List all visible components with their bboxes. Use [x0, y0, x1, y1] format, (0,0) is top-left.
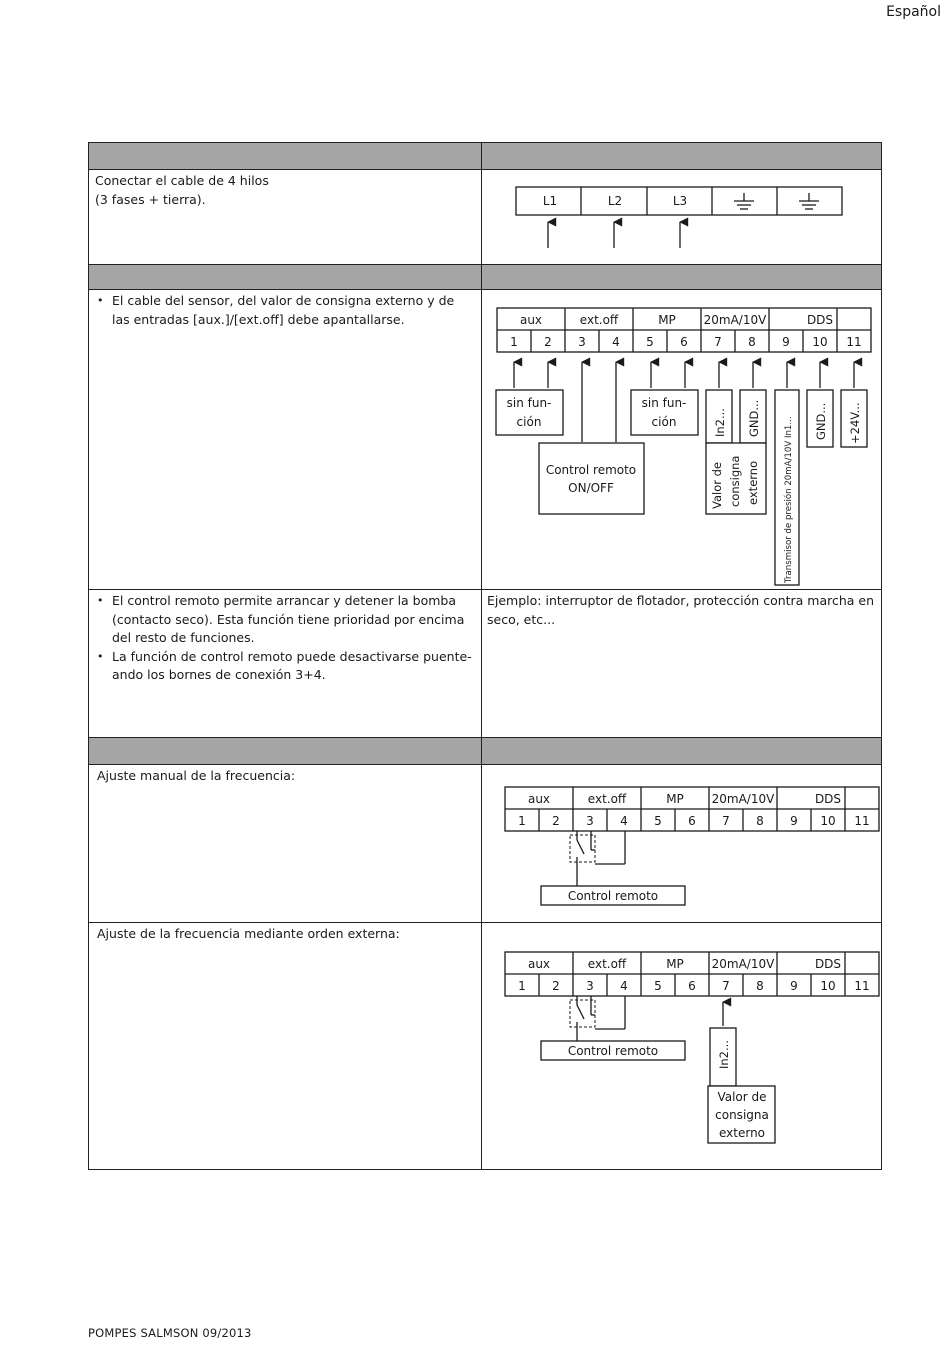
- terminal-number-label: 1: [518, 814, 526, 828]
- terminal-l2-label: L2: [607, 194, 623, 208]
- valor-consigna-label: Valor de: [710, 461, 724, 509]
- terminal-group-label: ext.off: [587, 957, 627, 971]
- control-remoto-label: ON/OFF: [568, 481, 614, 495]
- manual-terminal-diagram: [497, 783, 877, 903]
- terminal-l1-label: L1: [542, 194, 558, 208]
- connection-table: [88, 142, 882, 1170]
- valor-consigna-label: Valor de: [717, 1090, 767, 1104]
- external-description: Ajuste de la frecuencia mediante orden externa:: [97, 926, 400, 941]
- terminal-group-label: DDS: [814, 957, 842, 971]
- manual-description: Ajuste manual de la frecuencia:: [97, 768, 296, 783]
- valor-consigna-label: externo: [746, 460, 760, 505]
- terminal-block: [505, 787, 879, 831]
- table-header-row: [89, 143, 881, 170]
- remote-bullet-1: • El control remoto permite arrancar y detener la bomba (contacto seco). Esta función tiene prioridad por encima del resto de funciones.: [95, 592, 473, 648]
- terminal-number-label: 11: [846, 335, 862, 349]
- terminal-l3-label: L3: [672, 194, 688, 208]
- control-remoto-label: Control remoto: [567, 1044, 659, 1058]
- control-description: [95, 292, 473, 329]
- control-bullet: • El cable del sensor, del valor de consigna externo y de las entradas [aux.]/[ext.off] debe apantallarse.: [95, 292, 473, 329]
- control-terminal-diagram: [489, 304, 869, 589]
- terminal-group-label: MP: [658, 313, 676, 327]
- terminal-group-label: ext.off: [587, 792, 627, 806]
- sin-funcion-label: sin fun-: [506, 396, 552, 410]
- control-remoto-label: Control remoto: [567, 889, 659, 903]
- terminal-number-label: 11: [854, 979, 870, 993]
- power-text-line2: (3 fases + tierra).: [95, 191, 206, 207]
- terminal-number-label: 5: [654, 979, 662, 993]
- in2-label: In2...: [713, 408, 727, 437]
- control-remoto-label: Control remoto: [545, 463, 637, 477]
- valor-consigna-label: externo: [718, 1126, 766, 1140]
- terminal-block: [497, 308, 871, 352]
- terminal-number-label: 4: [620, 814, 628, 828]
- terminal-group-label: DDS: [814, 792, 842, 806]
- remote-example: Ejemplo: interruptor de flotador, protección contra marcha en seco, etc...: [487, 593, 875, 627]
- terminal-group-label: ext.off: [579, 313, 619, 327]
- power-terminal-diagram: [509, 184, 849, 254]
- terminal-group-label: DDS: [806, 313, 834, 327]
- power-text-line1: Conectar el cable de 4 hilos: [95, 173, 269, 188]
- terminal-group-label: 20mA/10V: [703, 313, 767, 327]
- footer-text: POMPES SALMSON 09/2013: [88, 1326, 252, 1340]
- terminal-number-label: 9: [790, 979, 798, 993]
- 24v-label: +24V...: [848, 402, 862, 444]
- terminal-number-label: 11: [854, 814, 870, 828]
- sin-funcion-label: ción: [516, 415, 542, 429]
- terminal-number-label: 4: [612, 335, 620, 349]
- terminal-number-label: 9: [782, 335, 790, 349]
- terminal-number-label: 3: [586, 979, 594, 993]
- terminal-number-label: 5: [646, 335, 654, 349]
- terminal-number-label: 9: [790, 814, 798, 828]
- terminal-number-label: 3: [578, 335, 586, 349]
- terminal-number-label: 3: [586, 814, 594, 828]
- valor-consigna-label: consigna: [715, 1108, 769, 1122]
- external-terminal-diagram: [497, 948, 877, 1168]
- table-row-manual: [89, 765, 881, 923]
- terminal-number-label: 2: [552, 979, 560, 993]
- terminal-group-label: aux: [527, 957, 551, 971]
- sin-funcion-label: sin fun-: [641, 396, 687, 410]
- terminal-number-label: 1: [510, 335, 518, 349]
- terminal-number-label: 2: [552, 814, 560, 828]
- terminal-number-label: 7: [722, 814, 730, 828]
- terminal-number-label: 6: [688, 979, 696, 993]
- terminal-group-label: 20mA/10V: [711, 957, 775, 971]
- terminal-number-label: 8: [756, 814, 764, 828]
- terminal-number-label: 6: [688, 814, 696, 828]
- terminal-block: [505, 952, 879, 996]
- terminal-group-label: aux: [519, 313, 543, 327]
- terminal-number-label: 2: [544, 335, 552, 349]
- remote-bullet-2: • La función de control remoto puede desactivarse puente-ando los bornes de conexión 3+4.: [95, 648, 473, 685]
- terminal-number-label: 1: [518, 979, 526, 993]
- terminal-number-label: 4: [620, 979, 628, 993]
- sin-funcion-label: ción: [651, 415, 677, 429]
- terminal-number-label: 8: [756, 979, 764, 993]
- terminal-number-label: 5: [654, 814, 662, 828]
- terminal-group-label: MP: [666, 957, 684, 971]
- terminal-group-label: 20mA/10V: [711, 792, 775, 806]
- table-row-control: [89, 290, 881, 590]
- table-header-row: [89, 265, 881, 290]
- terminal-number-label: 10: [812, 335, 828, 349]
- terminal-number-label: 7: [714, 335, 722, 349]
- table-row-external: [89, 923, 881, 1169]
- language-label: Español: [886, 4, 941, 20]
- remote-description: [95, 592, 473, 685]
- gnd-label: GND...: [747, 399, 761, 437]
- terminal-number-label: 6: [680, 335, 688, 349]
- terminal-group-label: MP: [666, 792, 684, 806]
- terminal-number-label: 10: [820, 814, 836, 828]
- transmisor-presion-label: Transmisor de presión 20mA/10V In1...: [784, 416, 794, 583]
- power-description: [95, 172, 473, 209]
- terminal-number-label: 7: [722, 979, 730, 993]
- table-row-remote: [89, 590, 881, 738]
- terminal-number-label: 10: [820, 979, 836, 993]
- gnd-label: GND...: [814, 402, 828, 440]
- terminal-number-label: 8: [748, 335, 756, 349]
- table-header-row: [89, 738, 881, 765]
- in2-label: In2...: [717, 1040, 731, 1069]
- valor-consigna-label: consigna: [728, 455, 742, 507]
- terminal-group-label: aux: [527, 792, 551, 806]
- table-row-power: [89, 170, 881, 265]
